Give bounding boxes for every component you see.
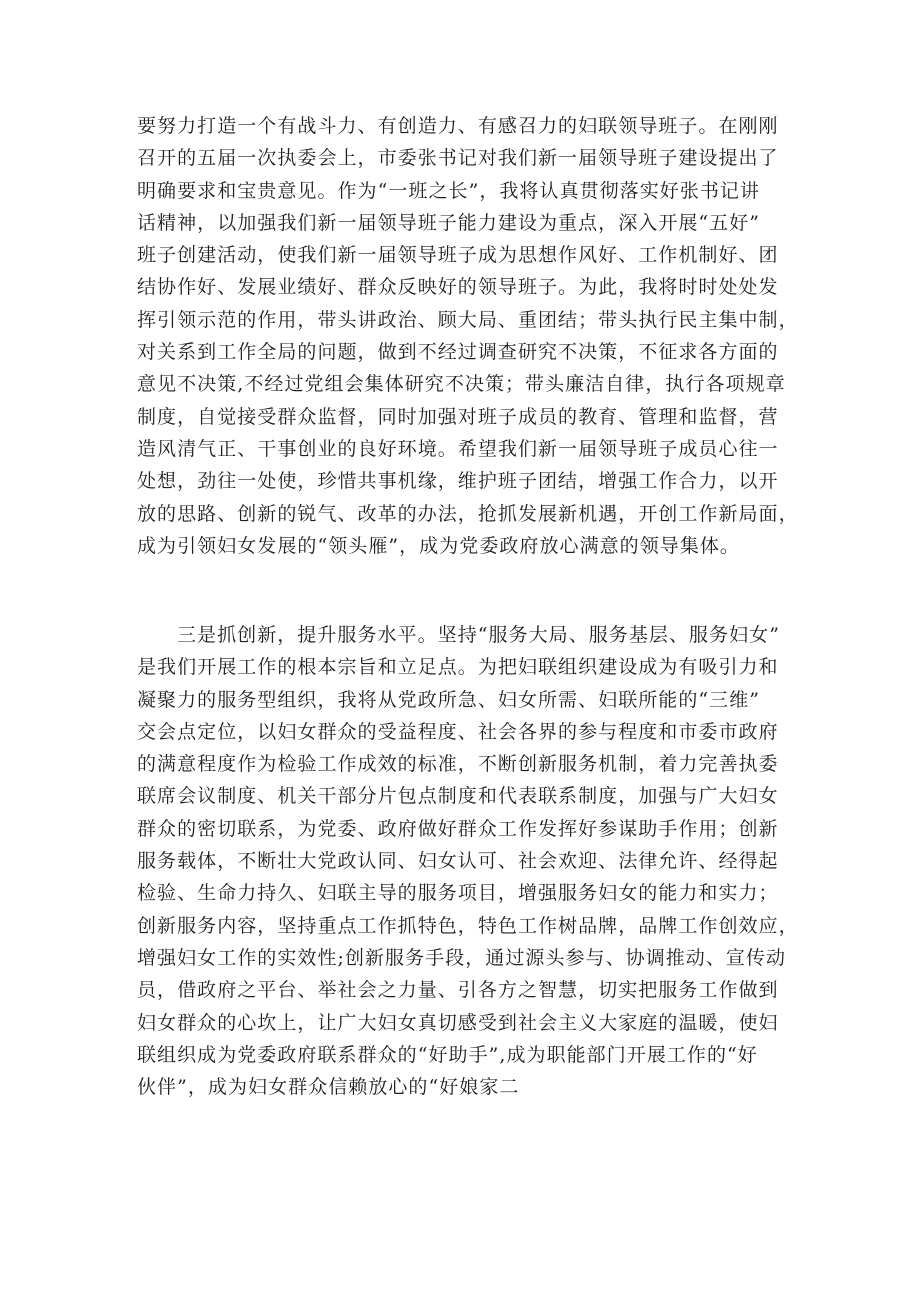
text-line: 检验、生命力持久、妇联主导的服务项目，增强服务妇女的能力和实力； <box>137 882 779 905</box>
text-line: 要努力打造一个有战斗力、有创造力、有感召力的妇联领导班子。在刚刚 <box>137 115 779 137</box>
text-line: 创新服务内容，坚持重点工作抓特色，特色工作树品牌，品牌工作创效应， <box>137 914 799 937</box>
text-line: 召开的五届一次执委会上，市委张书记对我们新一届领导班子建设提出了 <box>137 147 779 170</box>
text-line: 意见不决策,不经过党组会集体研究不决策；带头廉洁自律，执行各项规章 <box>137 373 786 396</box>
text-line: 结协作好、发展业绩好、群众反映好的领导班子。为此，我将时时处处发 <box>137 276 779 299</box>
text-line: 对关系到工作全局的问题，做到不经过调查研究不决策，不征求各方面的 <box>137 341 779 364</box>
text-line: 群众的密切联系，为党委、政府做好群众工作发挥好参谋助手作用；创新 <box>137 817 779 840</box>
text-line: 妇女群众的心坎上，让广大妇女真切感受到社会主义大家庭的温暖，使妇 <box>137 1011 779 1034</box>
text-line: 成为引领妇女发展的“领头雁”，成为党委政府放心满意的领导集体。 <box>137 534 740 557</box>
text-line: 制度，自觉接受群众监督，同时加强对班子成员的教育、管理和监督，营 <box>137 405 779 428</box>
text-line: 凝聚力的服务型组织，我将从党政所急、妇女所需、妇联所能的“三维” <box>137 688 761 711</box>
paragraph-leadership-team <box>137 110 797 562</box>
text-line: 造风清气正、干事创业的良好环境。希望我们新一届领导班子成员心往一 <box>137 437 779 460</box>
text-line: 交会点定位，以妇女群众的受益程度、社会各界的参与程度和市委市政府 <box>137 720 779 743</box>
text-line: 处想，劲往一处使，珍惜共事机缘，维护班子团结，增强工作合力，以开 <box>137 470 779 493</box>
text-line: 服务载体，不断壮大党政认同、妇女认可、社会欢迎、法律允许、经得起 <box>137 850 779 873</box>
text-line: 员，借政府之平台、举社会之力量、引各方之智慧，切实把服务工作做到 <box>137 979 779 1002</box>
text-line: 班子创建活动，使我们新一届领导班子成为思想作风好、工作机制好、团 <box>137 244 779 267</box>
text-line: 联组织成为党委政府联系群众的“好助手”,成为职能部门开展工作的“好 <box>137 1043 758 1066</box>
text-line: 话精神，以加强我们新一届领导班子能力建设为重点，深入开展“五好” <box>137 211 761 234</box>
text-line: 放的思路、创新的锐气、改革的办法，抢抓发展新机遇，开创工作新局面， <box>137 502 799 525</box>
text-line: 联席会议制度、机关干部分片包点制度和代表联系制度，加强与广大妇女 <box>137 785 779 808</box>
text-line: 是我们开展工作的根本宗旨和立足点。为把妇联组织建设成为有吸引力和 <box>137 656 779 679</box>
text-line: 伙伴”，成为妇女群众信赖放心的“好娘家二 <box>137 1076 520 1099</box>
text-line: 的满意程度作为检验工作成效的标准，不断创新服务机制，着力完善执委 <box>137 753 779 776</box>
text-line: 挥引领示范的作用，带头讲政治、顾大局、重团结；带头执行民主集中制， <box>137 308 799 331</box>
text-line: 增强妇女工作的实效性;创新服务手段，通过源头参与、协调推动、宣传动 <box>137 946 787 969</box>
paragraph-innovation-service <box>137 619 797 1103</box>
text-line: 明确要求和宝贵意见。作为“一班之长”，我将认真贯彻落实好张书记讲 <box>137 179 761 202</box>
text-line: 三是抓创新，提升服务水平。坚持“服务大局、服务基层、服务妇女” <box>177 624 780 646</box>
